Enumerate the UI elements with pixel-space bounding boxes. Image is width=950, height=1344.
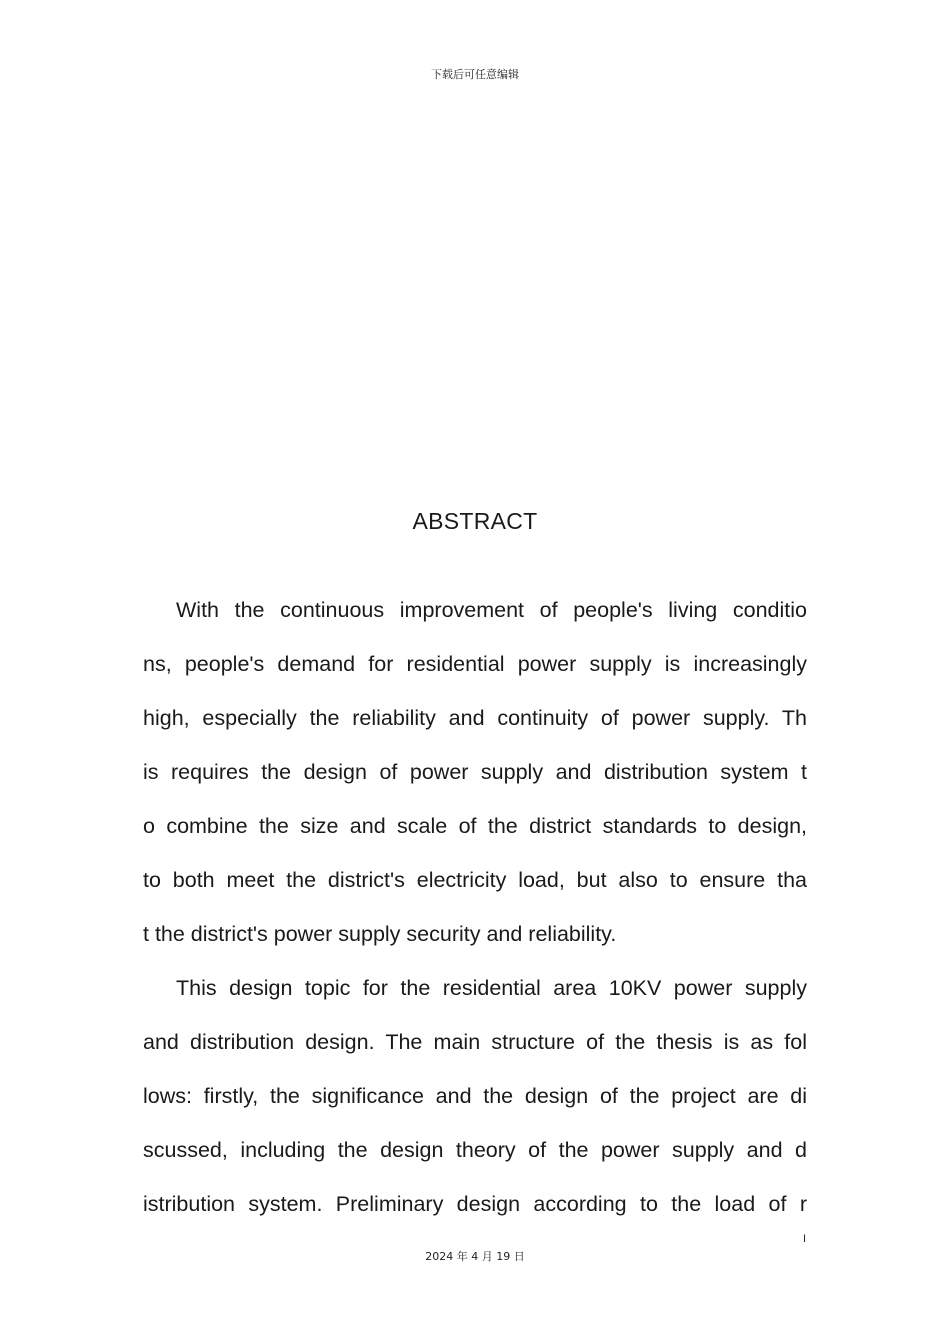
text-line: to both meet the district's electricity load, but also to ensure tha [143,868,807,892]
paragraph-2 [143,961,807,1231]
header-note: 下载后可任意编辑 [431,68,519,81]
paragraph-1 [143,583,807,961]
text-line: o combine the size and scale of the district standards to design, [143,814,807,838]
footer-date: 2024 年 4 月 19 日 [425,1250,525,1263]
text-line: is requires the design of power supply and distribution system t [143,760,807,784]
abstract-body [143,583,807,1231]
text-line: istribution system. Preliminary design according to the load of r [143,1192,807,1216]
text-line: high, especially the reliability and continuity of power supply. Th [143,706,807,730]
text-line: and distribution design. The main structure of the thesis is as fol [143,1030,807,1054]
text-line: lows: firstly, the significance and the design of the project are di [143,1084,807,1108]
text-line: ns, people's demand for residential power supply is increasingly [143,652,807,676]
document-title: ABSTRACT [412,508,538,534]
text-line: With the continuous improvement of people's living conditio [176,598,807,622]
page-number: I [803,1233,807,1245]
text-line: t the district's power supply security and reliability. [143,922,617,946]
text-line: This design topic for the residential area 10KV power supply [176,976,807,1000]
text-line: scussed, including the design theory of the power supply and d [143,1138,807,1162]
